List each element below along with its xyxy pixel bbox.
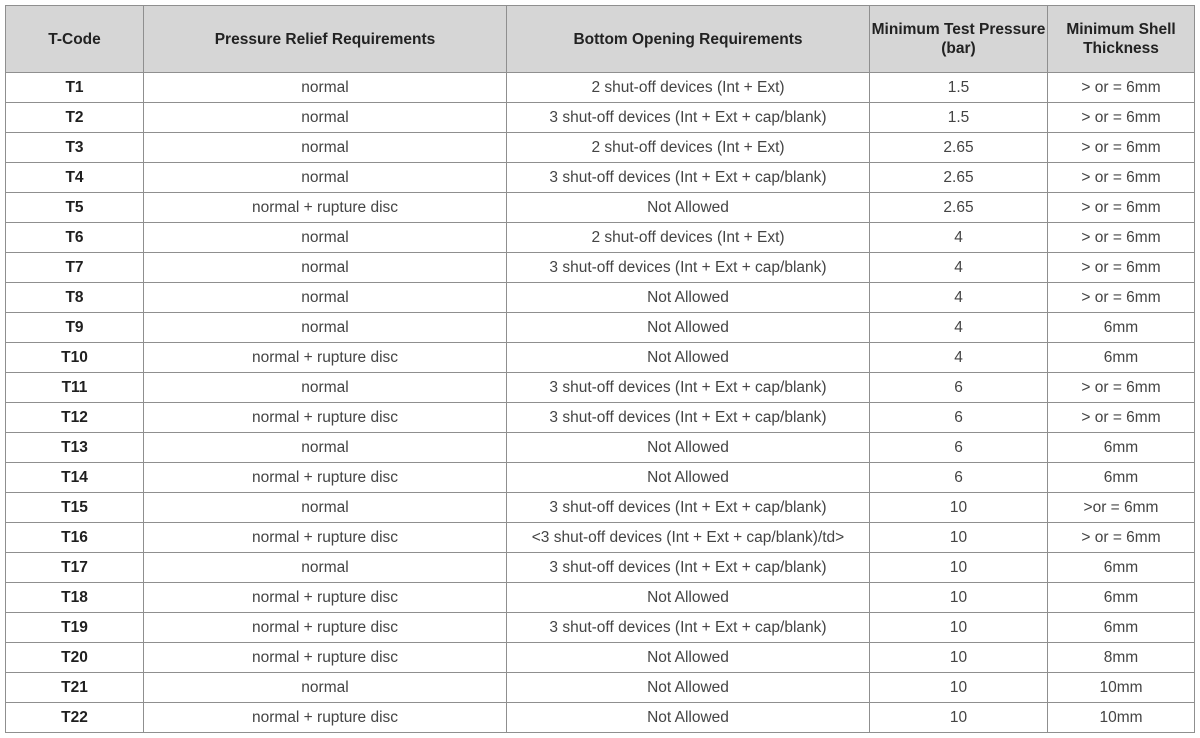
shell-thickness-cell: > or = 6mm	[1048, 403, 1195, 433]
pressure-relief-cell: normal	[144, 103, 507, 133]
bottom-opening-cell: Not Allowed	[507, 703, 870, 733]
header-min-shell-thickness: Minimum Shell Thickness	[1048, 6, 1195, 73]
header-bottom-opening: Bottom Opening Requirements	[507, 6, 870, 73]
table-row	[6, 103, 1195, 133]
test-pressure-cell: 10	[870, 493, 1048, 523]
t-code-cell: T16	[6, 523, 144, 553]
test-pressure-cell: 10	[870, 583, 1048, 613]
test-pressure-cell: 6	[870, 433, 1048, 463]
shell-thickness-cell: 6mm	[1048, 553, 1195, 583]
shell-thickness-cell: 6mm	[1048, 343, 1195, 373]
test-pressure-cell: 1.5	[870, 103, 1048, 133]
table-row	[6, 703, 1195, 733]
t-code-cell: T18	[6, 583, 144, 613]
test-pressure-cell: 2.65	[870, 163, 1048, 193]
pressure-relief-cell: normal + rupture disc	[144, 403, 507, 433]
pressure-relief-cell: normal	[144, 73, 507, 103]
t-code-cell: T12	[6, 403, 144, 433]
pressure-relief-cell: normal	[144, 133, 507, 163]
test-pressure-cell: 2.65	[870, 193, 1048, 223]
header-min-test-pressure: Minimum Test Pressure (bar)	[870, 6, 1048, 73]
t-code-cell: T5	[6, 193, 144, 223]
shell-thickness-cell: > or = 6mm	[1048, 283, 1195, 313]
t-code-cell: T14	[6, 463, 144, 493]
shell-thickness-cell: 6mm	[1048, 583, 1195, 613]
table-row	[6, 433, 1195, 463]
t-code-cell: T7	[6, 253, 144, 283]
pressure-relief-cell: normal + rupture disc	[144, 613, 507, 643]
shell-thickness-cell: 6mm	[1048, 463, 1195, 493]
bottom-opening-cell: 3 shut-off devices (Int + Ext + cap/blank)	[507, 493, 870, 523]
test-pressure-cell: 10	[870, 643, 1048, 673]
bottom-opening-cell: 3 shut-off devices (Int + Ext + cap/blank)	[507, 163, 870, 193]
pressure-relief-cell: normal	[144, 553, 507, 583]
bottom-opening-cell: Not Allowed	[507, 313, 870, 343]
test-pressure-cell: 4	[870, 223, 1048, 253]
table-row	[6, 223, 1195, 253]
table-row	[6, 313, 1195, 343]
test-pressure-cell: 4	[870, 253, 1048, 283]
pressure-relief-cell: normal + rupture disc	[144, 703, 507, 733]
table-row	[6, 553, 1195, 583]
shell-thickness-cell: 6mm	[1048, 313, 1195, 343]
shell-thickness-cell: > or = 6mm	[1048, 373, 1195, 403]
pressure-relief-cell: normal + rupture disc	[144, 193, 507, 223]
table-row	[6, 283, 1195, 313]
table-row	[6, 403, 1195, 433]
header-t-code: T-Code	[6, 6, 144, 73]
t-code-cell: T11	[6, 373, 144, 403]
table-row	[6, 643, 1195, 673]
table-row	[6, 493, 1195, 523]
test-pressure-cell: 6	[870, 403, 1048, 433]
pressure-relief-cell: normal	[144, 313, 507, 343]
pressure-relief-cell: normal	[144, 433, 507, 463]
bottom-opening-cell: Not Allowed	[507, 643, 870, 673]
pressure-relief-cell: normal	[144, 163, 507, 193]
bottom-opening-cell: 3 shut-off devices (Int + Ext + cap/blank)	[507, 553, 870, 583]
table-row	[6, 73, 1195, 103]
test-pressure-cell: 2.65	[870, 133, 1048, 163]
test-pressure-cell: 4	[870, 283, 1048, 313]
t-code-cell: T10	[6, 343, 144, 373]
bottom-opening-cell: Not Allowed	[507, 193, 870, 223]
pressure-relief-cell: normal + rupture disc	[144, 463, 507, 493]
shell-thickness-cell: > or = 6mm	[1048, 253, 1195, 283]
pressure-relief-cell: normal + rupture disc	[144, 523, 507, 553]
t-code-cell: T4	[6, 163, 144, 193]
shell-thickness-cell: > or = 6mm	[1048, 193, 1195, 223]
bottom-opening-cell: <3 shut-off devices (Int + Ext + cap/blank)/td>	[507, 523, 870, 553]
shell-thickness-cell: 8mm	[1048, 643, 1195, 673]
bottom-opening-cell: Not Allowed	[507, 283, 870, 313]
bottom-opening-cell: 2 shut-off devices (Int + Ext)	[507, 223, 870, 253]
bottom-opening-cell: Not Allowed	[507, 673, 870, 703]
shell-thickness-cell: > or = 6mm	[1048, 73, 1195, 103]
test-pressure-cell: 4	[870, 313, 1048, 343]
bottom-opening-cell: 2 shut-off devices (Int + Ext)	[507, 133, 870, 163]
header-row	[6, 6, 1195, 73]
shell-thickness-cell: >or = 6mm	[1048, 493, 1195, 523]
t-code-cell: T22	[6, 703, 144, 733]
t-code-cell: T8	[6, 283, 144, 313]
table-header	[6, 6, 1195, 73]
table-row	[6, 373, 1195, 403]
shell-thickness-cell: > or = 6mm	[1048, 163, 1195, 193]
t-code-cell: T20	[6, 643, 144, 673]
pressure-relief-cell: normal	[144, 673, 507, 703]
table-row	[6, 583, 1195, 613]
shell-thickness-cell: 6mm	[1048, 433, 1195, 463]
shell-thickness-cell: > or = 6mm	[1048, 103, 1195, 133]
test-pressure-cell: 1.5	[870, 73, 1048, 103]
table-row	[6, 463, 1195, 493]
shell-thickness-cell: > or = 6mm	[1048, 523, 1195, 553]
t-code-cell: T3	[6, 133, 144, 163]
bottom-opening-cell: Not Allowed	[507, 343, 870, 373]
test-pressure-cell: 6	[870, 373, 1048, 403]
table-container	[5, 5, 1194, 733]
pressure-relief-cell: normal	[144, 373, 507, 403]
pressure-relief-cell: normal	[144, 283, 507, 313]
test-pressure-cell: 10	[870, 703, 1048, 733]
shell-thickness-cell: > or = 6mm	[1048, 133, 1195, 163]
table-row	[6, 523, 1195, 553]
shell-thickness-cell: 10mm	[1048, 673, 1195, 703]
t-code-cell: T13	[6, 433, 144, 463]
bottom-opening-cell: Not Allowed	[507, 463, 870, 493]
test-pressure-cell: 4	[870, 343, 1048, 373]
pressure-relief-cell: normal + rupture disc	[144, 643, 507, 673]
bottom-opening-cell: 2 shut-off devices (Int + Ext)	[507, 73, 870, 103]
header-pressure-relief: Pressure Relief Requirements	[144, 6, 507, 73]
pressure-relief-cell: normal	[144, 493, 507, 523]
test-pressure-cell: 10	[870, 673, 1048, 703]
bottom-opening-cell: 3 shut-off devices (Int + Ext + cap/blank)	[507, 403, 870, 433]
t-code-cell: T6	[6, 223, 144, 253]
bottom-opening-cell: 3 shut-off devices (Int + Ext + cap/blank)	[507, 103, 870, 133]
t-code-cell: T19	[6, 613, 144, 643]
test-pressure-cell: 10	[870, 553, 1048, 583]
test-pressure-cell: 6	[870, 463, 1048, 493]
bottom-opening-cell: Not Allowed	[507, 583, 870, 613]
bottom-opening-cell: 3 shut-off devices (Int + Ext + cap/blank)	[507, 613, 870, 643]
tcode-table	[5, 5, 1195, 733]
pressure-relief-cell: normal + rupture disc	[144, 343, 507, 373]
table-row	[6, 193, 1195, 223]
bottom-opening-cell: Not Allowed	[507, 433, 870, 463]
table-body	[6, 73, 1195, 733]
table-row	[6, 163, 1195, 193]
shell-thickness-cell: 10mm	[1048, 703, 1195, 733]
test-pressure-cell: 10	[870, 613, 1048, 643]
t-code-cell: T9	[6, 313, 144, 343]
table-row	[6, 613, 1195, 643]
bottom-opening-cell: 3 shut-off devices (Int + Ext + cap/blank)	[507, 253, 870, 283]
shell-thickness-cell: 6mm	[1048, 613, 1195, 643]
bottom-opening-cell: 3 shut-off devices (Int + Ext + cap/blank)	[507, 373, 870, 403]
table-row	[6, 673, 1195, 703]
table-row	[6, 133, 1195, 163]
shell-thickness-cell: > or = 6mm	[1048, 223, 1195, 253]
t-code-cell: T17	[6, 553, 144, 583]
test-pressure-cell: 10	[870, 523, 1048, 553]
pressure-relief-cell: normal + rupture disc	[144, 583, 507, 613]
t-code-cell: T21	[6, 673, 144, 703]
t-code-cell: T15	[6, 493, 144, 523]
pressure-relief-cell: normal	[144, 253, 507, 283]
table-row	[6, 253, 1195, 283]
t-code-cell: T2	[6, 103, 144, 133]
pressure-relief-cell: normal	[144, 223, 507, 253]
t-code-cell: T1	[6, 73, 144, 103]
table-row	[6, 343, 1195, 373]
